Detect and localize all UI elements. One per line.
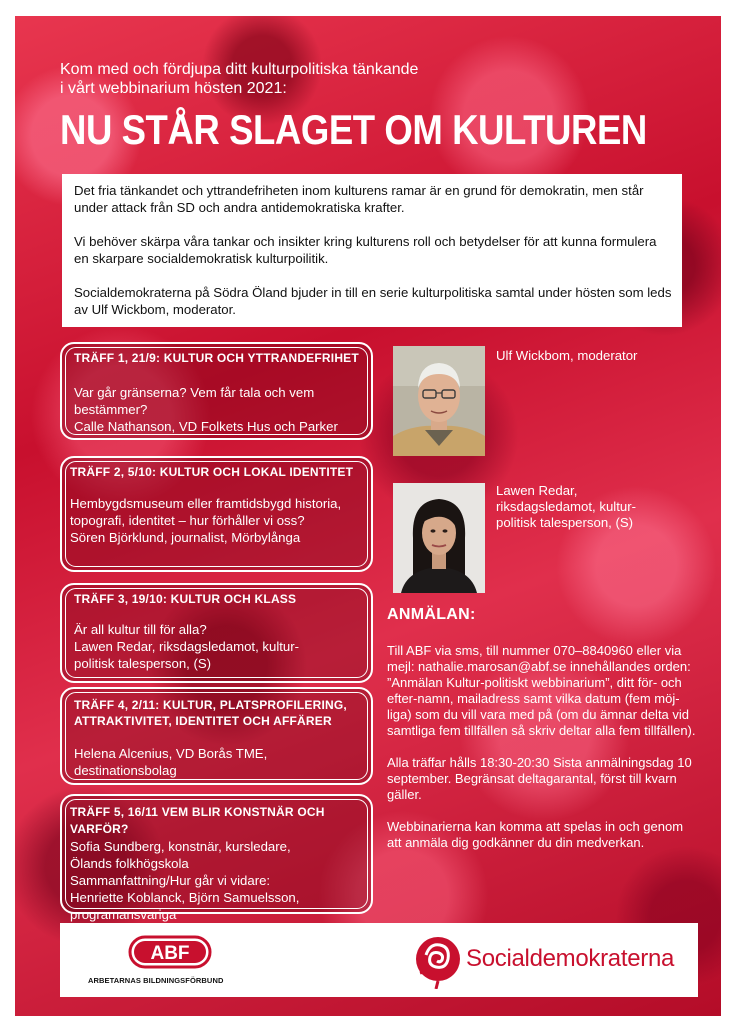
meeting-line: Henriette Koblanck, Björn Samuelsson, programansvariga — [70, 890, 300, 922]
meeting-topic: KULTUR OCH KLASS — [170, 592, 297, 606]
meeting-line: Sammanfattning/Hur går vi vidare: — [70, 873, 271, 888]
meeting-line: Lawen Redar, riksdagsledamot, kultur-politisk talesperson, (S) — [74, 639, 300, 671]
meeting-line: Var går gränserna? Vem får tala och vem bestämmer? — [74, 385, 315, 417]
portrait-photo — [393, 483, 485, 593]
meeting-card-5 — [60, 794, 373, 922]
info-paragraph: Socialdemokraterna på Södra Öland bjuder in till en serie kulturpolitiska samtal under hösten som leds av Ulf Wickbom, moderator. — [74, 285, 672, 317]
meeting-body — [74, 621, 361, 672]
meeting-line: Sofia Sundberg, konstnär, kursledare, Ölands folkhögskola — [70, 839, 291, 871]
registration-paragraph: Webbinarierna kan komma att spelas in och genom att anmäla dig godkänner du din medverkan. — [387, 819, 684, 850]
meeting-line: Är all kultur till för alla? — [74, 622, 207, 637]
abf-logo-text: ABF — [150, 943, 190, 964]
meeting-body — [74, 384, 361, 435]
meeting-heading — [74, 350, 361, 367]
meeting-heading — [70, 804, 363, 838]
portrait-photo — [393, 346, 485, 456]
meeting-topic: KULTUR, PLATSPROFILERING, ATTRAKTIVITET, IDENTITET OCH AFFÄRER — [74, 698, 347, 728]
page-title: NU STÅR SLAGET OM KULTUREN — [60, 106, 647, 153]
meeting-line: Hembygdsmuseum eller framtidsbygd historia, topografi, identitet – hur förhåller vi oss? — [70, 496, 342, 528]
abf-logo-mark — [128, 935, 212, 969]
registration-heading: ANMÄLAN: — [387, 606, 476, 623]
meeting-label: TRÄFF 3, 19/10: — [74, 592, 168, 606]
meeting-label: TRÄFF 4, 2/11: — [74, 698, 160, 712]
meeting-line: Calle Nathanson, VD Folkets Hus och Parker — [74, 419, 338, 434]
meeting-topic: KULTUR OCH YTTRANDEFRIHET — [163, 351, 359, 365]
registration-paragraph: Alla träffar hålls 18:30-20:30 Sista anmälningsdag 10 september. Begränsat deltagarantal, först till kvarn gäller. — [387, 755, 692, 802]
info-paragraph: Det fria tänkandet och yttrandefriheten inom kulturens ramar är en grund för demokratin, men står under attack från SD och andra antidemokratiska krafter. — [74, 183, 644, 215]
poster-background — [15, 16, 721, 1016]
registration-text — [387, 643, 697, 867]
meeting-label: TRÄFF 5, 16/11 — [70, 805, 159, 819]
sd-brand-name: Socialdemokraterna — [466, 945, 675, 972]
meeting-heading — [74, 591, 361, 608]
meeting-line: Helena Alcenius, VD Borås TME, destinationsbolag — [74, 746, 268, 778]
registration-paragraph: Till ABF via sms, till nummer 070–8840960 eller via mejl: nathalie.marosan@abf.se innehållandes orden: ”Anmälan Kultur-politiskt webbinarium”, ditt för- och efter-namn, mailadress samt vilka datum (fem möj-liga) som du vill vara med på (om du ämnar delta vid samtliga fem tillfällen så skriv deltar alla fem tillfällen). — [387, 643, 696, 738]
meeting-line: Sören Björklund, journalist, Mörbylånga — [70, 530, 301, 545]
info-paragraph: Vi behöver skärpa våra tankar och insikter kring kulturens roll och betydelser för att kunna formulera en skarpare socialdemokratisk kulturpoilitik. — [74, 234, 657, 266]
meeting-topic: KULTUR OCH LOKAL IDENTITET — [159, 465, 354, 479]
portrait-lawen-redar — [393, 483, 485, 593]
meeting-card-4 — [60, 687, 373, 785]
abf-logo — [128, 935, 212, 969]
meeting-body — [70, 838, 363, 923]
meeting-heading — [70, 464, 361, 481]
caption-ulf-wickbom: Ulf Wickbom, moderator — [496, 348, 638, 363]
caption-lawen-redar: Lawen Redar, riksdagsledamot, kultur-politisk talesperson, (S) — [496, 483, 636, 530]
meeting-card-3 — [60, 583, 373, 683]
abf-organization-name: ARBETARNAS BILDNINGSFÖRBUND — [88, 976, 224, 985]
footer-logos — [60, 923, 698, 997]
meeting-body — [70, 495, 361, 546]
meeting-topic: VEM BLIR KONSTNÄR OCH VARFÖR? — [70, 805, 325, 836]
info-box — [62, 174, 682, 327]
meeting-body — [74, 745, 361, 779]
meeting-label: TRÄFF 1, 21/9: — [74, 351, 161, 365]
meeting-card-2 — [60, 456, 373, 572]
meeting-heading — [74, 697, 354, 729]
intro-text: Kom med och fördjupa ditt kulturpolitiska tänkande i vårt webbinarium hösten 2021: — [60, 61, 419, 97]
meeting-label: TRÄFF 2, 5/10: — [70, 465, 157, 479]
meeting-card-1 — [60, 342, 373, 440]
portrait-ulf-wickbom — [393, 346, 485, 456]
rose-icon — [412, 933, 464, 989]
rose-logo-icon — [412, 933, 464, 989]
